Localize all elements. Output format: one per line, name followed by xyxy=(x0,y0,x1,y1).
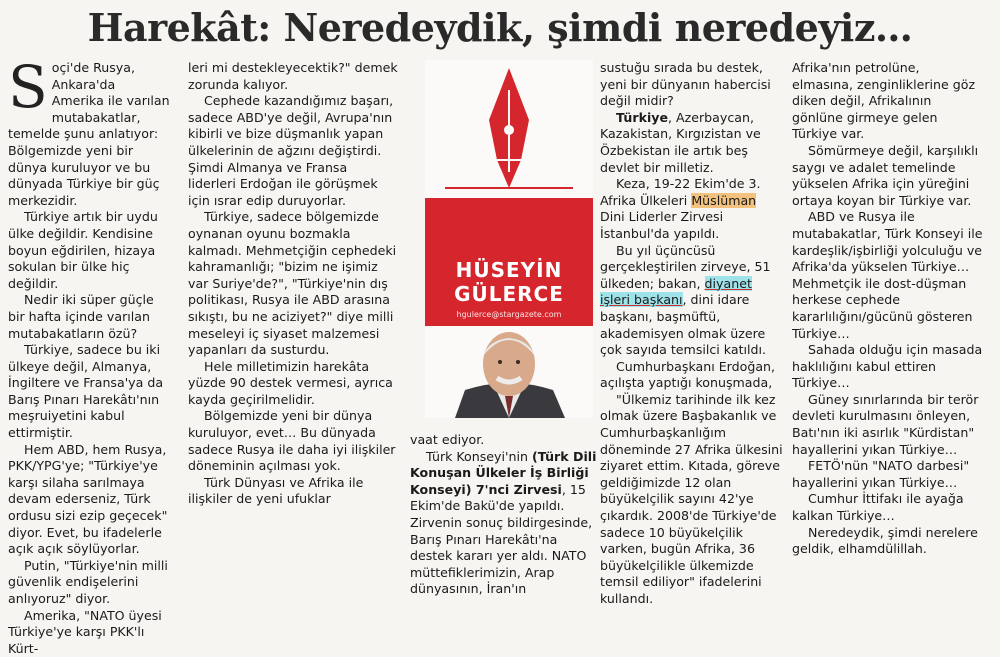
page-title: Harekât: Neredeydik, şimdi neredeyiz… xyxy=(87,5,913,50)
bold-text: Türkiye xyxy=(616,109,669,125)
author-box xyxy=(425,60,593,418)
article-column-3 xyxy=(410,432,600,598)
bold-text: (Türk Dili Konuşan Ülkeler İş Birliği Konseyi) 7'nci Zirvesi xyxy=(410,448,597,497)
paragraph: Soçi'de Rusya, Ankara'da Amerika ile varılan mutabakatlar, temelde şunu anlatıyor: Bölgemizde yeni bir dünya kuruluyor ve bu dünyada Türkiye bir güç merkezidir. xyxy=(8,53,170,208)
highlighted-text: diyanet işleri başkanı xyxy=(600,275,752,308)
paragraph: Bu yıl üçüncüsü gerçekleştirilen zirveye, 51 ülkeden; bakan, diyanet işleri başkanı, dini idare başkanı, başmüftü, akademisyen olmak üzere çok sayıda temsilci katıldı. xyxy=(600,242,771,358)
paragraph: Keza, 19-22 Ekim'de 3. Afrika Ülkeleri Müslüman Dini Liderler Zirvesi İstanbul'da yapıldı. xyxy=(600,176,761,241)
article-column-1 xyxy=(8,53,171,657)
paragraph: Afrika'nın petrolüne, elmasına, zenginliklerine göz diken değil, Afrikalının gönlüne girmeye gelen Türkiye var. xyxy=(792,60,976,142)
paragraph: "Ülkemiz tarihinde ilk kez olmak üzere Başbakanlık ve Cumhurbaşkanlığım döneminde 27 Afrika ülkesini ziyaret ettim. Kıtada, göreve geldiğimizde 12 olan büyükelçilik sayını 42'ye çıkardık. 2008'de Türkiye'de sadece 10 büyükelçilik varken, bugün Afrika, 36 büyükelçilikle ülkemizde temsil ediliyor" ifadelerini kullandı. xyxy=(600,391,783,606)
paragraph: Amerika, "NATO üyesi Türkiye'ye karşı PKK'lı Kürt- xyxy=(8,607,162,656)
paragraph: Hem ABD, hem Rusya, PKK/YPG'ye; "Türkiye'ye karşı silaha sarılmaya devam ederseniz, Türk ordusu sizi ezip geçecek" diyor. Evet, bu ifadelerle açık açık söylüyorlar. xyxy=(8,441,168,557)
paragraph: Cephede kazandığımız başarı, sadece ABD'ye değil, Avrupa'nın kibirli ve bize düşmanlık yapan ülkelerinin de ağzını değiştirdi. Şimdi Almanya ve Fransa liderleri Erdoğan ile görüşmek için ısrar edip duruyorlar. xyxy=(188,93,394,208)
paragraph: Türkiye artık bir uydu ülke değildir. Kendisine boyun eğdirilen, hizaya sokulan bir ülke hiç değildir. xyxy=(8,209,158,291)
paragraph: Sömürmeye değil, karşılıklı saygı ve adalet temelinde yükselen Afrika için yüreğini ortaya koyan bir Türkiye var. xyxy=(792,142,979,208)
paragraph: Putin, "Türkiye'nin milli güvenlik endişelerini anlıyoruz" diyor. xyxy=(8,557,168,606)
paragraph: Bölgemizde yeni bir dünya kuruluyor, evet… Bu dünyada sadece Rusya ile daha iyi ilişkiler döneminin açılması yok. xyxy=(188,408,396,474)
paragraph: Türkiye, sadece bu iki ülkeye değil, Almanya, İngiltere ve Fransa'ya da Barış Pınarı Harekâtı'nın meşruiyetini kabul ettirmiştir. xyxy=(8,342,164,441)
paragraph: Hele milletimizin harekâta yüzde 90 destek vermesi, ayrıca kayda geçirilmelidir. xyxy=(188,358,393,407)
paragraph: leri mi destekleyecektik?" demek zorunda kalıyor. xyxy=(188,60,398,92)
highlighted-text: Müslüman xyxy=(691,192,757,208)
paragraph: Türk Konseyi'nin (Türk Dili Konuşan Ülkeler İş Birliği Konseyi) 7'nci Zirvesi, 15 Ekim'de Bakü'de yapıldı. Zirvenin sonuç bildirgesinde, Barış Pınarı Harekâtı'na destek kararı yer aldı. NATO müttefiklerimizin, Arap dünyasının, İran'ın xyxy=(410,448,597,597)
article-column-4 xyxy=(600,60,783,608)
article-column-5 xyxy=(792,60,984,558)
author-surname: GÜLERCE xyxy=(454,282,564,306)
pen-nib-icon xyxy=(425,60,593,198)
paragraph: FETÖ'nün "NATO darbesi" hayallerini yıkan Türkiye… xyxy=(792,458,970,490)
author-name: HÜSEYİN xyxy=(455,258,563,282)
paragraph: Nedir iki süper güçle bir hafta içinde varılan mutabakatların özü? xyxy=(8,292,154,341)
paragraph: Cumhurbaşkanı Erdoğan, açılışta yaptığı konuşmada, xyxy=(600,358,776,391)
author-name-band xyxy=(425,198,593,326)
paragraph: Türkiye, Azerbaycan, Kazakistan, Kırgızistan ve Özbekistan ile artık beş devlet bir milletiz. xyxy=(600,109,761,175)
paragraph: sustuğu sırada bu destek, yeni bir dünyanın habercisi değil midir? xyxy=(600,60,771,109)
paragraph: vaat ediyor. xyxy=(410,432,485,447)
paragraph: Sahada olduğu için masada haklılığını kabul ettiren Türkiye… xyxy=(792,342,983,391)
paragraph: Neredeydik, şimdi nerelere geldik, elhamdülillah. xyxy=(792,524,978,557)
paragraph: Türk Dünyası ve Afrika ile ilişkiler de yeni ufuklar xyxy=(188,474,364,507)
author-email: hgulerce@stargazete.com xyxy=(456,310,562,319)
paragraph: Türkiye, sadece bölgemizde oynanan oyunu bozmakla kalmadı. Mehmetçiğin cephedeki kahramanlığı; "bizim ne işimiz var Suriye'de?", "Türkiye'nin dış politikası, Rusya ile ABD arasına sıkıştı, bu ne aciziyet?" diye milli meseleyi iç siyaset malzemesi yapanları da susturdu. xyxy=(188,209,397,358)
paragraph: Güney sınırlarında bir terör devleti kurulmasını önleyen, Batı'nın iki asırlık "Kürdistan" hayallerini yıkan Türkiye… xyxy=(792,391,979,457)
article-column-2 xyxy=(188,60,398,508)
paragraph: Cumhur İttifakı ile ayağa kalkan Türkiye… xyxy=(792,491,964,524)
drop-cap: S xyxy=(8,53,48,121)
paragraph: ABD ve Rusya ile mutabakatlar, Türk Konseyi ile kardeşlik/işbirliği yolculuğu ve Afrika'da yükselen Türkiye… Mehmetçik ile dost-düşman herkese cephede kararlılığını/gücünü gösteren Türkiye… xyxy=(792,209,983,341)
author-photo xyxy=(425,326,593,418)
